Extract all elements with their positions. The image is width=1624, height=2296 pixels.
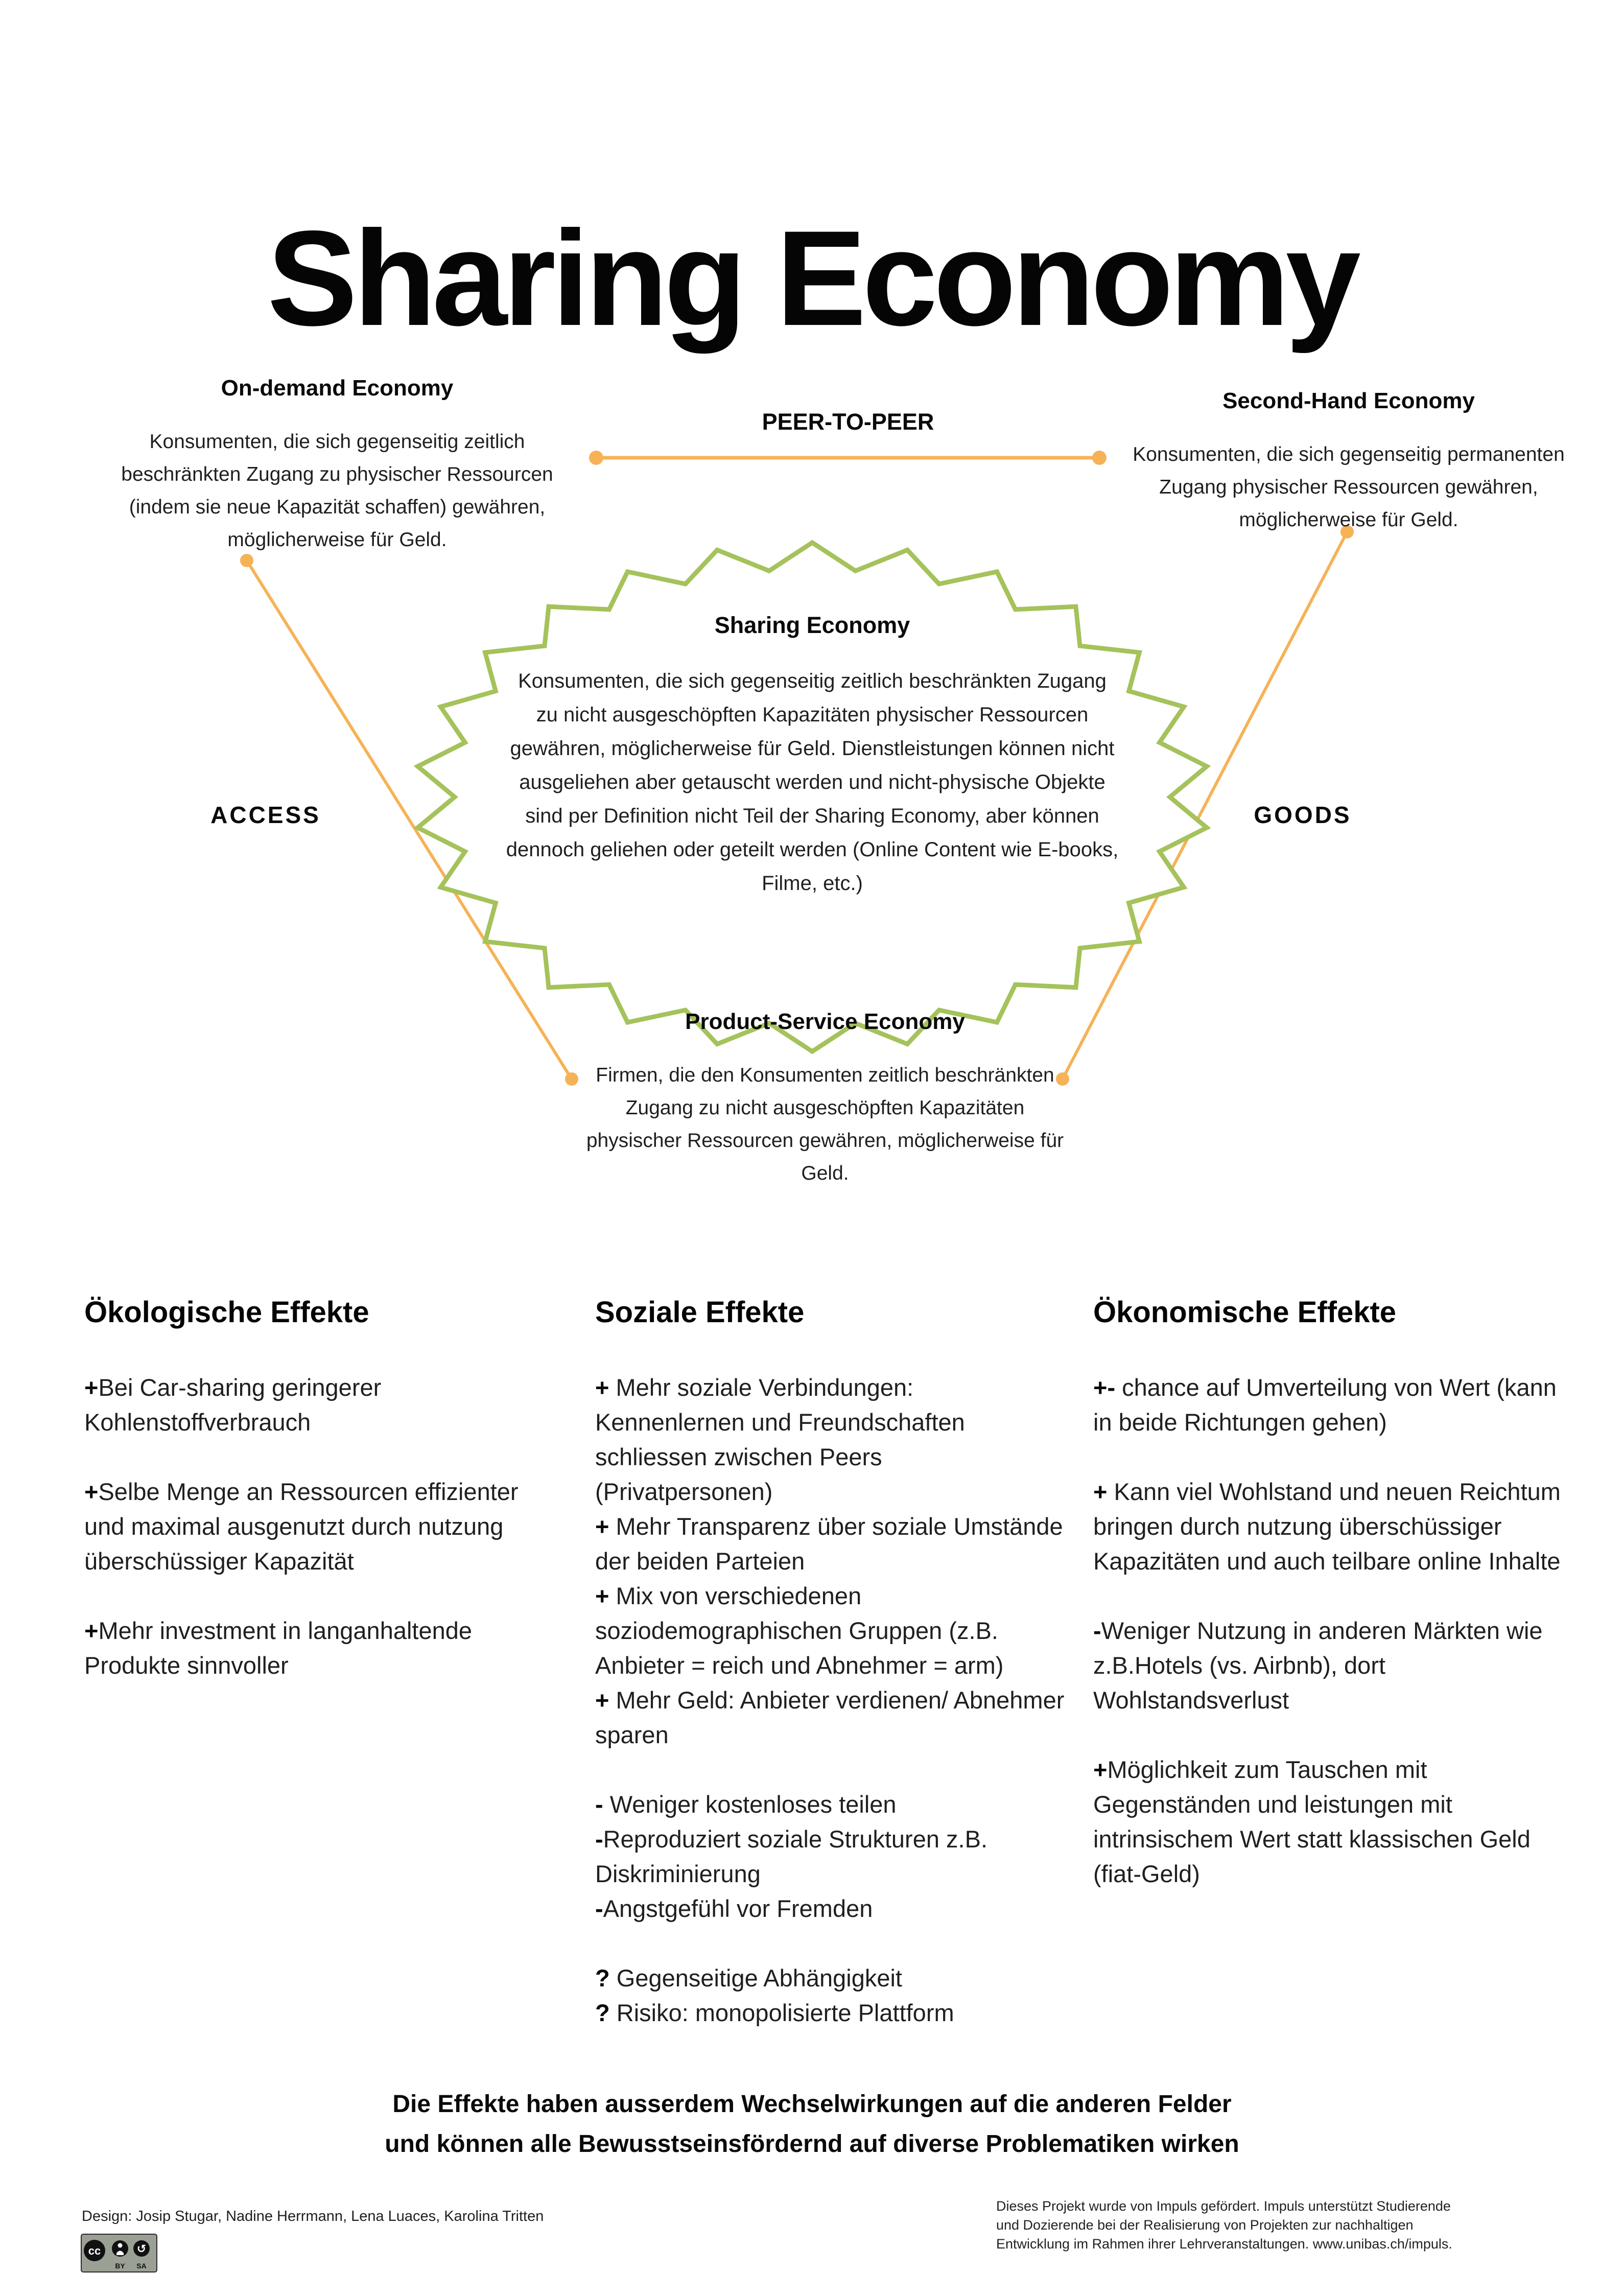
page-title: Sharing Economy bbox=[267, 202, 1357, 354]
effect-item bbox=[84, 1474, 554, 1579]
impuls-note-line: Entwicklung im Rahmen ihrer Lehrveranstaltungen. www.unibas.ch/impuls. bbox=[996, 2236, 1452, 2252]
effect-prefix: - bbox=[595, 1825, 603, 1853]
sharing-economy-description: Konsumenten, die sich gegenseitig zeitlich beschränkten Zugang zu nicht ausgeschöpften Kapazitäten physischer Ressourcen gewähren, möglicherweise für Geld. Dienstleistungen können nicht ausgeliehen aber getauscht werden und nicht-physische Objekte sind per Definition nicht Teil der Sharing Economy, aber können dennoch geliehen oder geteilt werden (Online Content wie E-books, Filme, etc.) bbox=[506, 670, 1119, 895]
svg-text:↺: ↺ bbox=[136, 2242, 147, 2255]
column-ecological-effects bbox=[84, 1295, 554, 1683]
effect-text: Mehr investment in langanhaltende Produkte sinnvoller bbox=[84, 1617, 473, 1679]
effect-prefix: + bbox=[595, 1582, 609, 1609]
effect-item bbox=[595, 1787, 1065, 1822]
effect-item bbox=[1093, 1474, 1563, 1579]
sharing-economy-title: Sharing Economy bbox=[714, 612, 910, 638]
effect-prefix: ? bbox=[595, 1999, 610, 2026]
effect-item bbox=[1093, 1370, 1563, 1440]
second-hand-description: Konsumenten, die sich gegenseitig permanenten Zugang physischer Ressourcen gewähren, möglicherweise für Geld. bbox=[1133, 443, 1565, 531]
closing-line-2: und können alle Bewusstseinsfördernd auf diverse Problematiken wirken bbox=[385, 2130, 1239, 2158]
economic-effects-title: Ökonomische Effekte bbox=[1093, 1296, 1397, 1329]
effect-item bbox=[595, 1370, 1065, 1509]
social-effects-title: Soziale Effekte bbox=[595, 1296, 805, 1329]
on-demand-description: Konsumenten, die sich gegenseitig zeitlich beschränkten Zugang zu physischer Ressourcen (indem sie neue Kapazität schaffen) gewähren, möglicherweise für Geld. bbox=[121, 431, 553, 551]
effect-text: Mehr Geld: Anbieter verdienen/ Abnehmer sparen bbox=[595, 1686, 1065, 1748]
effect-text: Möglichkeit zum Tauschen mit Gegenständen und leistungen mit intrinsischem Wert statt klassischen Geld (fiat-Geld) bbox=[1093, 1756, 1531, 1887]
effect-item bbox=[84, 1370, 554, 1440]
access-label: ACCESS bbox=[210, 802, 321, 828]
effect-item bbox=[84, 1613, 554, 1683]
effect-item bbox=[595, 1996, 1065, 2030]
effect-text: Mehr soziale Verbindungen: Kennenlernen und Freundschaften schliessen zwischen Peers (Privatpersonen) bbox=[595, 1374, 965, 1505]
sa-label: SA bbox=[136, 2262, 147, 2270]
effect-text: Risiko: monopolisierte Plattform bbox=[609, 1999, 954, 2026]
effect-prefix: + bbox=[1093, 1756, 1108, 1783]
effect-item bbox=[1093, 1613, 1563, 1718]
node-second-hand-economy bbox=[1124, 388, 1573, 536]
effect-item bbox=[595, 1891, 1065, 1926]
effect-prefix: + bbox=[84, 1617, 99, 1644]
column-social-effects bbox=[595, 1295, 1065, 2030]
effect-text: Kann viel Wohlstand und neuen Reichtum bringen durch nutzung überschüssiger Kapazitäten und auch teilbare online Inhalte bbox=[1093, 1478, 1561, 1575]
cc-icon-label: cc bbox=[88, 2244, 101, 2257]
effect-item bbox=[595, 1683, 1065, 1752]
by-label: BY bbox=[115, 2262, 125, 2270]
effect-text: Reproduziert soziale Strukturen z.B. Diskriminierung bbox=[595, 1825, 988, 1887]
effect-text: Mehr Transparenz über soziale Umstände der beiden Parteien bbox=[595, 1513, 1063, 1575]
effect-item bbox=[595, 1579, 1065, 1683]
effect-prefix: - bbox=[595, 1895, 603, 1922]
ecological-effects-title: Ökologische Effekte bbox=[84, 1296, 369, 1329]
effect-text: Weniger Nutzung in anderen Märkten wie z.B.Hotels (vs. Airbnb), dort Wohlstandsverlust bbox=[1093, 1617, 1543, 1714]
impuls-note-line: Dieses Projekt wurde von Impuls gefördert. Impuls unterstützt Studierende bbox=[996, 2198, 1451, 2214]
effect-prefix: + bbox=[1093, 1478, 1108, 1505]
product-service-title: Product-Service Economy bbox=[685, 1009, 965, 1034]
effect-text: Selbe Menge an Ressourcen effizienter und maximal ausgenutzt durch nutzung überschüssiger Kapazität bbox=[84, 1478, 519, 1575]
node-product-service-economy bbox=[582, 1009, 1068, 1190]
effect-prefix: + bbox=[595, 1374, 609, 1401]
effect-item bbox=[595, 1822, 1065, 1891]
person-icon bbox=[112, 2240, 128, 2257]
cc-by-sa-badge bbox=[81, 2234, 157, 2272]
effect-prefix: + bbox=[595, 1686, 609, 1714]
effect-item bbox=[1093, 1752, 1563, 1891]
closing-statement bbox=[0, 2084, 1624, 2164]
product-service-description: Firmen, die den Konsumenten zeitlich beschränkten Zugang zu nicht ausgeschöpften Kapazitäten physischer Ressourcen gewähren, möglicherweise für Geld. bbox=[586, 1064, 1064, 1184]
effect-prefix: ? bbox=[595, 1964, 610, 1992]
node-on-demand-economy bbox=[107, 376, 567, 556]
effect-text: Angstgefühl vor Fremden bbox=[603, 1895, 873, 1922]
effect-prefix: - bbox=[595, 1791, 603, 1818]
effect-prefix: - bbox=[1093, 1617, 1101, 1644]
effect-prefix: + bbox=[84, 1478, 99, 1505]
effect-item bbox=[595, 1509, 1065, 1579]
impuls-note-line: und Dozierende bei der Realisierung von Projekten zur nachhaltigen bbox=[996, 2217, 1414, 2233]
on-demand-title: On-demand Economy bbox=[221, 376, 454, 401]
closing-line-1: Die Effekte haben ausserdem Wechselwirkungen auf die anderen Felder bbox=[392, 2091, 1232, 2118]
effect-text: chance auf Umverteilung von Wert (kann in beide Richtungen gehen) bbox=[1093, 1374, 1557, 1436]
effect-text: Gegenseitige Abhängigkeit bbox=[609, 1964, 902, 1992]
second-hand-title: Second-Hand Economy bbox=[1222, 388, 1475, 413]
peer-to-peer-label: PEER-TO-PEER bbox=[762, 409, 934, 435]
impuls-note bbox=[996, 2197, 1599, 2254]
effect-prefix: + bbox=[595, 1513, 609, 1540]
effect-item bbox=[595, 1961, 1065, 1996]
share-alike-icon bbox=[133, 2240, 150, 2257]
effect-text: Mix von verschiedenen soziodemographischen Gruppen (z.B. Anbieter = reich und Abnehmer = arm) bbox=[595, 1582, 1004, 1679]
node-sharing-economy bbox=[506, 612, 1119, 900]
goods-label: GOODS bbox=[1254, 802, 1352, 828]
effect-prefix: + bbox=[84, 1374, 99, 1401]
effect-prefix: +- bbox=[1093, 1374, 1116, 1401]
effect-text: Bei Car-sharing geringerer Kohlenstoffverbrauch bbox=[84, 1374, 382, 1436]
peer-to-peer-connector bbox=[589, 451, 1107, 465]
effect-text: Weniger kostenloses teilen bbox=[603, 1791, 897, 1818]
design-credit: Design: Josip Stugar, Nadine Herrmann, Lena Luaces, Karolina Tritten bbox=[82, 2208, 544, 2224]
column-economic-effects bbox=[1093, 1295, 1563, 1891]
